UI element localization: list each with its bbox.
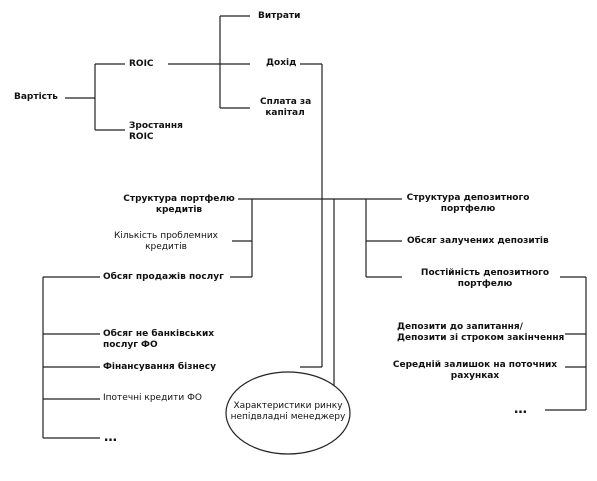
node-loan-volume: Обсяг продажів послуг bbox=[103, 272, 224, 282]
node-demand-deposits bbox=[397, 322, 564, 344]
node-market-characteristics bbox=[226, 401, 350, 423]
node-attracted-deposits: Обсяг залучених депозитів bbox=[407, 236, 549, 246]
node-capital-payment-line-2: капітал bbox=[265, 108, 305, 118]
node-deposit-stability bbox=[420, 268, 550, 290]
node-deposit-portfolio-structure bbox=[404, 193, 532, 215]
node-market-characteristics-line-2: непідвладні менеджеру bbox=[230, 412, 346, 422]
node-deposit-portfolio-structure-line-1: Структура депозитного bbox=[406, 193, 530, 203]
node-nonbank-services-line-1: Обсяг не банківських bbox=[103, 329, 215, 339]
node-deposit-portfolio-structure-line-2: портфелю bbox=[440, 204, 496, 214]
node-loan-portfolio-structure bbox=[122, 194, 236, 216]
node-right-ellipsis: … bbox=[514, 402, 529, 417]
node-roic-growth-line-1: Зростання bbox=[129, 121, 183, 131]
node-avg-balance-line-1: Середній залишок на поточних bbox=[392, 360, 558, 370]
node-capital-payment bbox=[260, 97, 310, 119]
node-market-characteristics-line-1: Характеристики ринку bbox=[233, 401, 343, 411]
node-expenses: Витрати bbox=[258, 11, 301, 21]
node-roic-growth-line-2: ROIC bbox=[129, 132, 154, 142]
node-value: Вартість bbox=[14, 92, 58, 102]
node-avg-balance-line-2: рахунках bbox=[450, 371, 500, 381]
node-income: Дохід bbox=[266, 58, 297, 68]
node-deposit-stability-line-1: Постійність депозитного bbox=[420, 268, 550, 278]
node-business-financing: Фінансування бізнесу bbox=[103, 362, 216, 372]
node-left-ellipsis: … bbox=[104, 430, 119, 445]
node-mortgage-loans: Іпотечні кредити ФО bbox=[103, 393, 202, 403]
node-roic-growth bbox=[129, 121, 183, 143]
node-capital-payment-line-1: Сплата за bbox=[260, 97, 312, 107]
node-problem-loans-line-1: Кількість проблемних bbox=[113, 231, 219, 241]
node-loan-portfolio-structure-line-1: Структура портфелю bbox=[123, 194, 235, 204]
node-avg-balance bbox=[388, 360, 562, 382]
node-problem-loans bbox=[108, 231, 224, 253]
node-demand-deposits-line-2: Депозити зі строком закінчення bbox=[397, 333, 565, 343]
node-problem-loans-line-2: кредитів bbox=[145, 242, 187, 252]
node-deposit-stability-line-2: портфелю bbox=[457, 279, 513, 289]
node-nonbank-services bbox=[103, 329, 214, 351]
node-demand-deposits-line-1: Депозити до запитання/ bbox=[397, 322, 523, 332]
node-loan-portfolio-structure-line-2: кредитів bbox=[155, 205, 203, 215]
node-roic: ROIC bbox=[129, 59, 154, 69]
node-nonbank-services-line-2: послуг ФО bbox=[103, 340, 158, 350]
